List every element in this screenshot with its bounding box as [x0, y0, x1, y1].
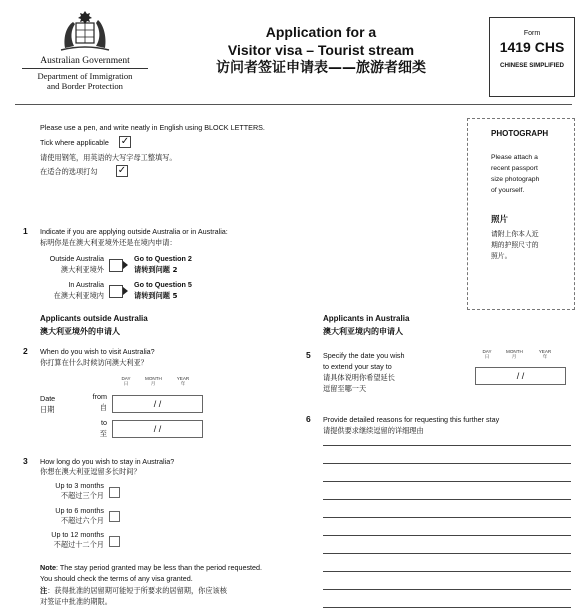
photograph-box[interactable]: PHOTOGRAPH Please attach a recent passport size photograph of yourself. 照片 请附上你本人近 期的护照尺寸的 照片。: [467, 118, 575, 310]
form-number-box: Form 1419 CHS CHINESE SIMPLIFIED: [489, 17, 575, 97]
question-1-text: Indicate if you are applying outside Australia or in Australia:: [40, 227, 228, 236]
instruction-english: Please use a pen, and write neatly in English using BLOCK LETTERS.: [40, 123, 265, 132]
page-title: Application for a Visitor visa – Tourist stream 访问者签证申请表——旅游者细类: [216, 24, 426, 76]
from-label: from 自: [92, 392, 107, 412]
answer-line: [323, 463, 571, 464]
department-name: Department of Immigration and Border Protection: [37, 71, 133, 91]
stay-3-months-checkbox[interactable]: [109, 487, 120, 498]
header-rule: [15, 104, 572, 105]
answer-line: [323, 517, 571, 518]
outside-heading: Applicants outside Australia 澳大利亚境外的申请人: [40, 314, 148, 336]
answer-line: [323, 445, 571, 446]
question-1-text-cn: 标明你是在澳大利亚境外还是在境内申请：: [40, 238, 177, 247]
government-name: Australian Government: [40, 56, 130, 66]
question-6-text: Provide detailed reasons for requesting this further stay: [323, 415, 500, 424]
outside-australia-label: Outside Australia 澳大利亚境外: [49, 254, 104, 274]
question-5-text: Specify the date you wish to extend your stay to 请具体说明你希望延长 逗留至哪一天: [323, 351, 405, 393]
goto-question-5: Go to Question 5 请转到问题 5: [134, 280, 192, 300]
note-chinese: 注：获得批准的居留期可能短于所要求的居留期，你应该核 对签证中批准的期限。: [40, 586, 227, 606]
stay-6-months-checkbox[interactable]: [109, 511, 120, 522]
answer-line: [323, 535, 571, 536]
answer-line: [323, 481, 571, 482]
stay-12-months-checkbox[interactable]: [109, 536, 120, 547]
instruction-tick: Tick where applicable: [40, 138, 109, 147]
question-1-number: 1: [23, 226, 28, 236]
date-from-input[interactable]: / /: [112, 395, 203, 413]
question-3-text: How long do you wish to stay in Australia?: [40, 457, 175, 466]
answer-line: [323, 571, 571, 572]
q5-month-label: MONTH 月: [506, 349, 523, 360]
question-2-text-cn: 你打算在什么时候访问澳大利亚？: [40, 358, 148, 367]
stay-12-months-label: Up to 12 months 不超过十二个月: [51, 530, 104, 549]
goto-question-2: Go to Question 2 请转到问题 2: [134, 254, 192, 274]
to-label: to 至: [99, 418, 107, 438]
in-australia-checkbox[interactable]: [109, 285, 123, 298]
q5-day-label: DAY 日: [482, 349, 492, 360]
header-divider: [22, 68, 148, 69]
coat-of-arms-icon: [57, 8, 113, 54]
outside-australia-checkbox[interactable]: [109, 259, 123, 272]
day-label: DAY 日: [121, 376, 131, 387]
instruction-tick-cn: 在适合的选项打勾: [40, 167, 98, 176]
sample-tick-box: ✓: [120, 136, 130, 147]
answer-line: [323, 553, 571, 554]
note-english: Note: The stay period granted may be less than the period requested. You should check the terms of any visa granted.: [40, 563, 263, 583]
in-australia-label: In Australia 在澳大利亚境内: [53, 280, 104, 300]
question-6-number: 6: [306, 414, 311, 424]
question-3-text-cn: 你想在澳大利亚逗留多长时间？: [40, 467, 141, 476]
stay-6-months-label: Up to 6 months 不超过六个月: [55, 506, 104, 525]
question-5-number: 5: [306, 350, 311, 360]
question-2-number: 2: [23, 346, 28, 356]
sample-tick-box-cn: ✓: [117, 165, 127, 176]
inside-heading: Applicants in Australia 澳大利亚境内的申请人: [323, 314, 410, 336]
date-label: Date 日期: [40, 394, 56, 414]
answer-line: [323, 607, 571, 608]
stay-3-months-label: Up to 3 months 不超过三个月: [55, 481, 104, 500]
question-3-number: 3: [23, 456, 28, 466]
question-6-text-cn: 请提供要求继续逗留的详细理由: [323, 426, 424, 435]
date-to-input[interactable]: / /: [112, 420, 203, 438]
month-label: MONTH 月: [145, 376, 162, 387]
instruction-cn: 请使用钢笔，用英语的大写字母工整填写。: [40, 153, 177, 162]
extend-date-input[interactable]: / /: [475, 367, 566, 385]
q5-year-label: YEAR 年: [538, 349, 552, 360]
question-2-text: When do you wish to visit Australia?: [40, 347, 155, 356]
form-number: 1419 CHS: [499, 39, 565, 55]
year-label: YEAR 年: [176, 376, 190, 387]
answer-line: [323, 499, 571, 500]
answer-line: [323, 589, 571, 590]
